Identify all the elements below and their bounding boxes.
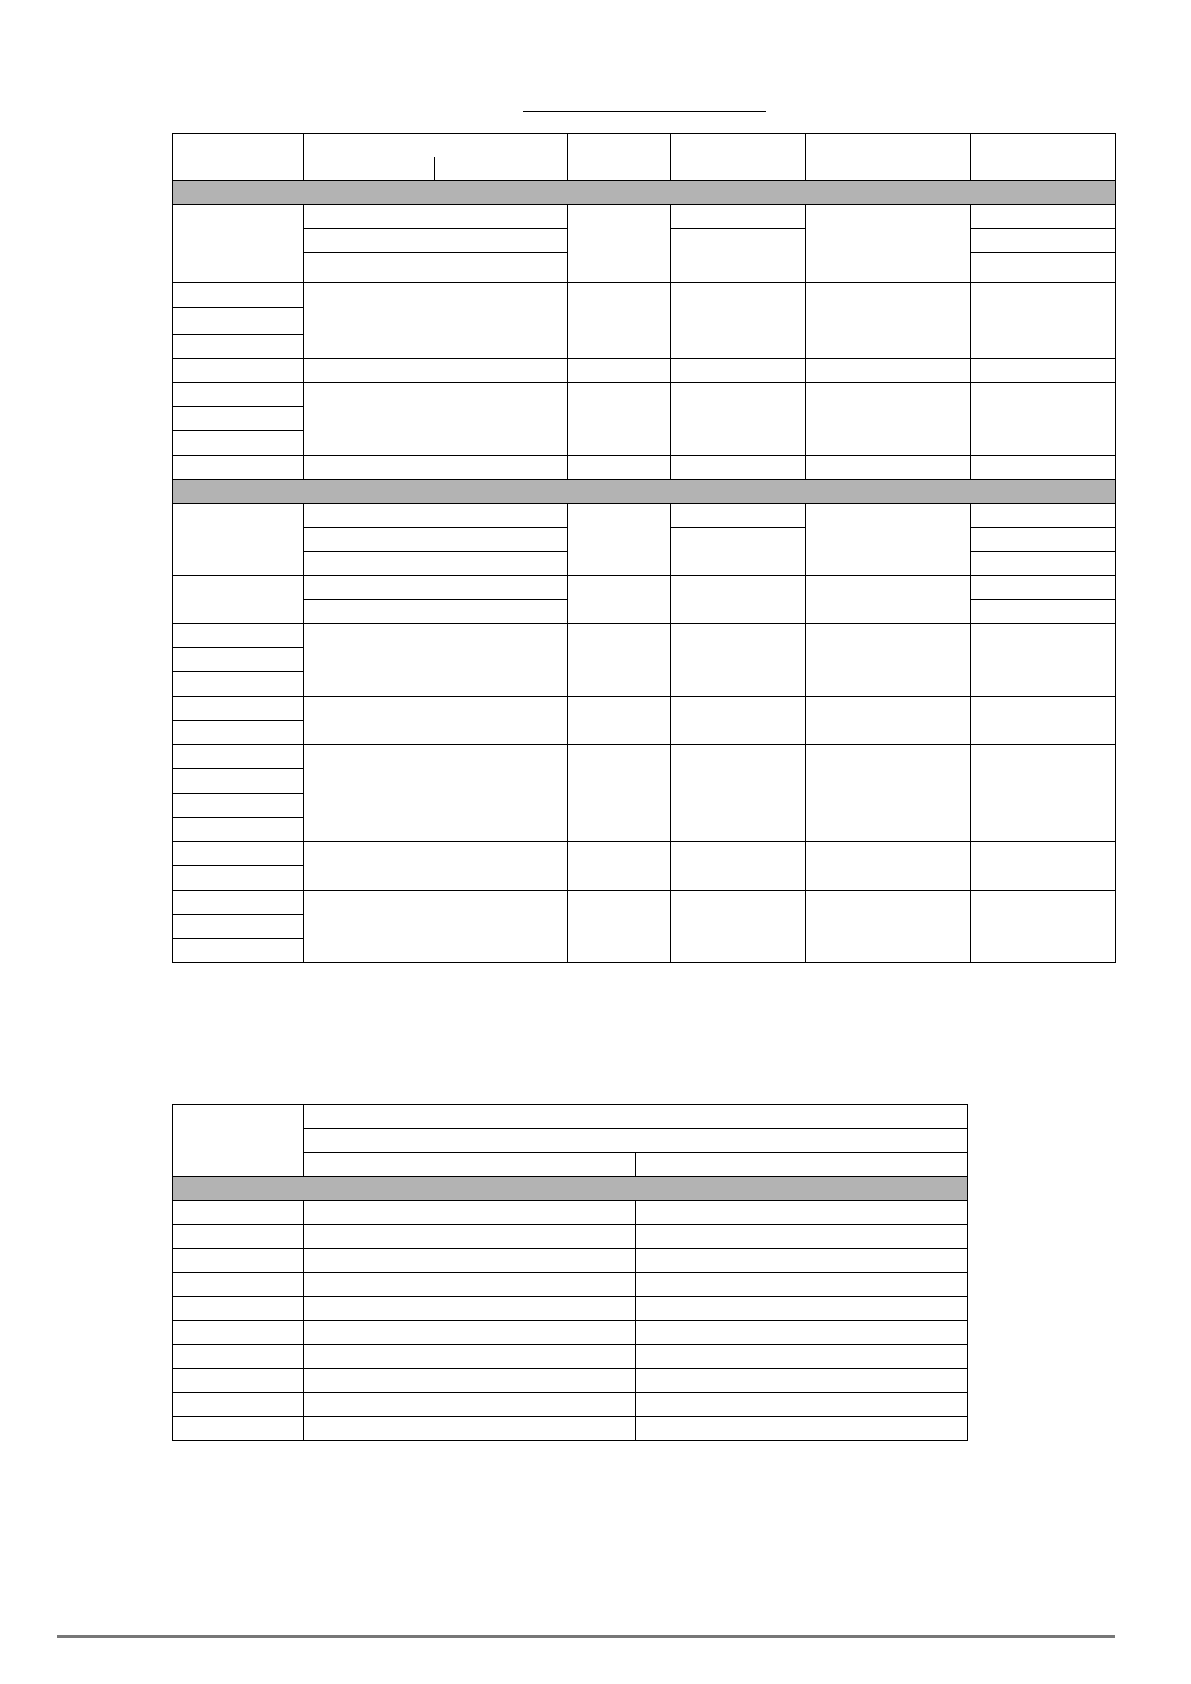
table-row bbox=[173, 1225, 968, 1249]
table-cell bbox=[568, 697, 671, 745]
table-cell bbox=[971, 552, 1116, 576]
table-row bbox=[173, 1369, 968, 1393]
header-cell bbox=[806, 134, 971, 181]
table-cell bbox=[806, 504, 971, 576]
table-row bbox=[173, 1273, 968, 1297]
header-divider-mark bbox=[434, 157, 435, 181]
table-cell bbox=[568, 359, 671, 383]
header-cell bbox=[304, 134, 568, 181]
table-cell bbox=[304, 576, 568, 600]
table-cell bbox=[971, 383, 1116, 456]
table-cell bbox=[671, 576, 806, 624]
table-cell bbox=[304, 1417, 636, 1441]
table-cell bbox=[671, 383, 806, 456]
table-cell bbox=[806, 842, 971, 891]
table-cell bbox=[806, 359, 971, 383]
table-row bbox=[173, 1417, 968, 1441]
table-cell bbox=[671, 456, 806, 480]
table-cell bbox=[568, 745, 671, 842]
table-cell bbox=[568, 624, 671, 697]
table-cell bbox=[806, 624, 971, 697]
table-cell bbox=[304, 253, 568, 283]
table-cell bbox=[971, 697, 1116, 745]
table-cell bbox=[304, 1201, 636, 1225]
table-row bbox=[173, 1297, 968, 1321]
header-cell bbox=[304, 1105, 968, 1129]
table-row bbox=[173, 1393, 968, 1417]
table-cell bbox=[173, 794, 304, 818]
table-cell bbox=[173, 624, 304, 648]
table-cell bbox=[173, 697, 304, 721]
table-row bbox=[173, 504, 1116, 528]
table-cell bbox=[173, 915, 304, 939]
table-cell bbox=[173, 456, 304, 480]
second-table-header-row bbox=[173, 1105, 968, 1129]
table-cell bbox=[971, 229, 1116, 253]
table-cell bbox=[304, 205, 568, 229]
table-cell bbox=[636, 1297, 968, 1321]
table-cell bbox=[671, 205, 806, 229]
table-cell bbox=[971, 624, 1116, 697]
header-cell bbox=[568, 134, 671, 181]
section-band-row bbox=[173, 1177, 968, 1201]
header-cell bbox=[971, 134, 1116, 181]
table-cell bbox=[304, 229, 568, 253]
table-cell bbox=[173, 1393, 304, 1417]
table-cell bbox=[806, 697, 971, 745]
table-row bbox=[173, 359, 1116, 383]
table-cell bbox=[304, 1273, 636, 1297]
table-cell bbox=[304, 1321, 636, 1345]
table-cell bbox=[636, 1273, 968, 1297]
table-cell bbox=[173, 866, 304, 891]
table-cell bbox=[304, 383, 568, 456]
table-cell bbox=[304, 624, 568, 697]
table-cell bbox=[173, 769, 304, 794]
table-cell bbox=[173, 818, 304, 842]
table-cell bbox=[304, 456, 568, 480]
table-cell bbox=[304, 842, 568, 891]
table-cell bbox=[173, 1369, 304, 1393]
table-cell bbox=[568, 383, 671, 456]
table-cell bbox=[671, 359, 806, 383]
table-cell bbox=[304, 1393, 636, 1417]
table-row bbox=[173, 624, 1116, 648]
table-cell bbox=[173, 939, 304, 963]
table-cell bbox=[304, 1225, 636, 1249]
table-row bbox=[173, 205, 1116, 229]
table-cell bbox=[636, 1225, 968, 1249]
table-cell bbox=[636, 1393, 968, 1417]
table-row bbox=[173, 1201, 968, 1225]
table-cell bbox=[671, 891, 806, 963]
section-band-row bbox=[173, 480, 1116, 504]
table-cell bbox=[971, 528, 1116, 552]
table-cell bbox=[636, 1249, 968, 1273]
table-cell bbox=[173, 1249, 304, 1273]
table-cell bbox=[671, 745, 806, 842]
table-cell bbox=[671, 283, 806, 359]
table-cell bbox=[173, 383, 304, 407]
table-cell bbox=[971, 842, 1116, 891]
table-row bbox=[173, 456, 1116, 480]
table-cell bbox=[636, 1321, 968, 1345]
table-cell bbox=[671, 528, 806, 576]
table-row bbox=[173, 1249, 968, 1273]
table-cell bbox=[671, 697, 806, 745]
section-band bbox=[173, 181, 1116, 205]
table-cell bbox=[971, 891, 1116, 963]
table-cell bbox=[806, 891, 971, 963]
table-cell bbox=[304, 697, 568, 745]
table-cell bbox=[173, 1417, 304, 1441]
section-band-row bbox=[173, 181, 1116, 205]
table-cell bbox=[173, 891, 304, 915]
table-row bbox=[173, 283, 1116, 308]
table-cell bbox=[304, 600, 568, 624]
table-cell bbox=[304, 528, 568, 552]
table-cell bbox=[173, 1225, 304, 1249]
table-cell bbox=[806, 745, 971, 842]
table-cell bbox=[304, 504, 568, 528]
table-cell bbox=[971, 253, 1116, 283]
table-cell bbox=[568, 842, 671, 891]
second-table bbox=[172, 1104, 968, 1441]
table-cell bbox=[173, 504, 304, 576]
table-cell bbox=[568, 205, 671, 283]
table-cell bbox=[671, 504, 806, 528]
table-cell bbox=[971, 283, 1116, 359]
table-cell bbox=[173, 721, 304, 745]
table-cell bbox=[806, 283, 971, 359]
table-row bbox=[173, 383, 1116, 407]
table-cell bbox=[173, 1345, 304, 1369]
table-cell bbox=[173, 648, 304, 672]
table-cell bbox=[304, 745, 568, 842]
header-cell bbox=[636, 1153, 968, 1177]
header-cell bbox=[304, 1153, 636, 1177]
table-cell bbox=[806, 205, 971, 283]
table-cell bbox=[568, 504, 671, 576]
main-table-header-row bbox=[173, 134, 1116, 181]
table-cell bbox=[173, 431, 304, 456]
table-cell bbox=[971, 504, 1116, 528]
table-cell bbox=[304, 1297, 636, 1321]
table-cell bbox=[806, 383, 971, 456]
table-cell bbox=[304, 283, 568, 359]
table-cell bbox=[636, 1345, 968, 1369]
table-cell bbox=[971, 456, 1116, 480]
section-band bbox=[173, 1177, 968, 1201]
header-cell bbox=[304, 1129, 968, 1153]
table-cell bbox=[971, 576, 1116, 600]
table-cell bbox=[304, 1369, 636, 1393]
table-cell bbox=[636, 1417, 968, 1441]
table-cell bbox=[971, 205, 1116, 229]
table-cell bbox=[173, 407, 304, 431]
table-cell bbox=[173, 1201, 304, 1225]
table-cell bbox=[173, 205, 304, 283]
table-cell bbox=[173, 359, 304, 383]
table-cell bbox=[173, 745, 304, 769]
table-cell bbox=[568, 891, 671, 963]
table-cell bbox=[671, 624, 806, 697]
table-row bbox=[173, 891, 1116, 915]
table-cell bbox=[671, 229, 806, 283]
section-band bbox=[173, 480, 1116, 504]
table-cell bbox=[568, 576, 671, 624]
table-cell bbox=[636, 1369, 968, 1393]
table-cell bbox=[173, 308, 304, 335]
table-cell bbox=[173, 672, 304, 697]
table-cell bbox=[173, 335, 304, 359]
table-cell bbox=[971, 600, 1116, 624]
table-cell bbox=[173, 283, 304, 308]
table-cell bbox=[671, 842, 806, 891]
table-cell bbox=[173, 842, 304, 866]
table-cell bbox=[173, 576, 304, 624]
table-row bbox=[173, 576, 1116, 600]
footer-rule bbox=[57, 1635, 1115, 1638]
table-cell bbox=[173, 1297, 304, 1321]
table-cell bbox=[304, 1249, 636, 1273]
table-cell bbox=[304, 891, 568, 963]
table-row bbox=[173, 1345, 968, 1369]
main-table bbox=[172, 133, 1116, 963]
header-cell bbox=[671, 134, 806, 181]
table-row bbox=[173, 745, 1116, 769]
table-row bbox=[173, 1321, 968, 1345]
table-cell bbox=[304, 1345, 636, 1369]
table-cell bbox=[568, 456, 671, 480]
table-cell bbox=[971, 745, 1116, 842]
table-cell bbox=[806, 576, 971, 624]
table-cell bbox=[173, 1273, 304, 1297]
header-cell bbox=[173, 134, 304, 181]
header-cell bbox=[173, 1105, 304, 1177]
table-cell bbox=[304, 552, 568, 576]
table-cell bbox=[971, 359, 1116, 383]
table-cell bbox=[304, 359, 568, 383]
table-row bbox=[173, 697, 1116, 721]
table-row bbox=[173, 842, 1116, 866]
table-cell bbox=[173, 1321, 304, 1345]
document-title-underline bbox=[523, 111, 766, 112]
table-cell bbox=[568, 283, 671, 359]
table-cell bbox=[636, 1201, 968, 1225]
table-cell bbox=[806, 456, 971, 480]
